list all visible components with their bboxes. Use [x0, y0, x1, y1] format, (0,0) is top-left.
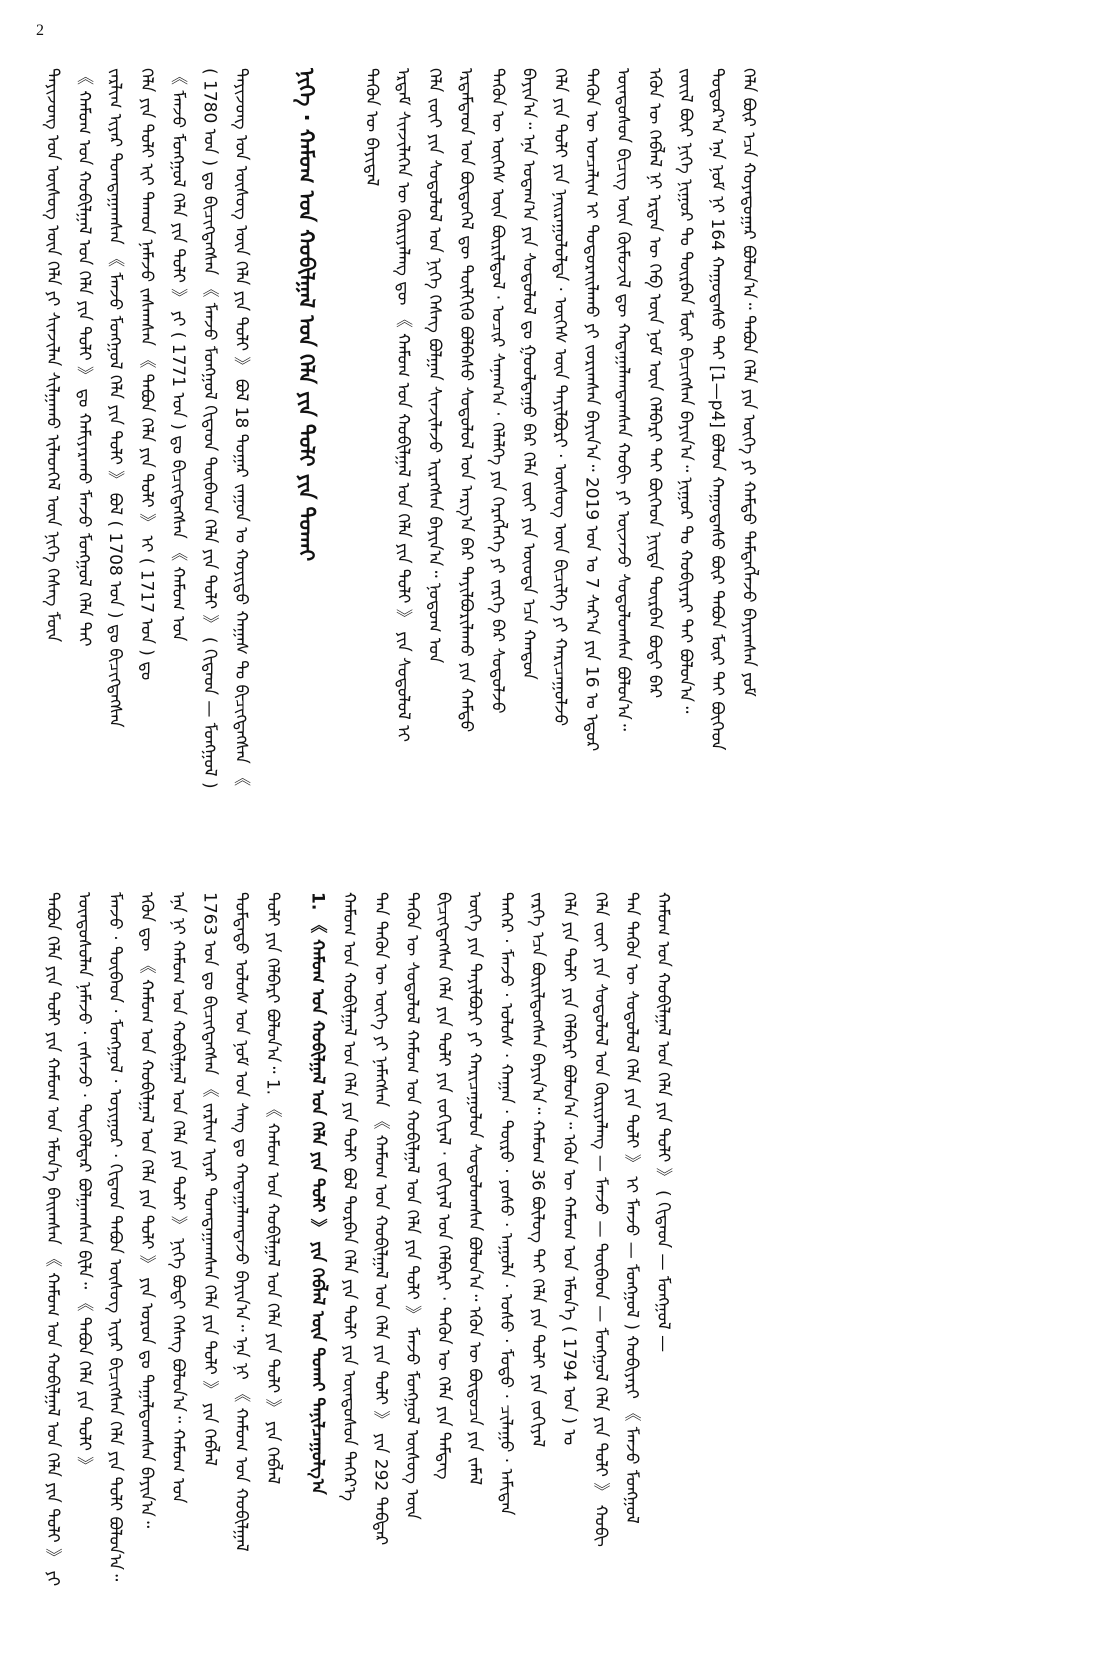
- text-line: ᠬᠡᠯᠡ ᠵᠦᠢ ᠶᠢᠨ ᠰᠤᠳᠤᠯᠤᠯ ᠤᠨ ᠬᠦᠷᠢᠶᠡᠯᠡᠩ — ᠮᠠᠨᠵᠤ — ᠲᠦᠪᠡᠳ — ᠮᠣᠩᠭᠣᠯ ᠬᠡᠯᠡ ᠶᠢᠨ ᠲᠣᠯᠢ 》 ᠬᠤᠪᠢ: [590, 892, 611, 1547]
- text-line: ᠬᠡᠯᠡ ᠶᠢᠨ ᠲᠣᠯᠢ ᠶᠢᠨ ᠨᠠᠢᠷᠠᠭᠤᠯᠤᠯᠲᠠ · ᠦᠭᠡᠰ ᠦᠨ ᠲᠠᠶᠢᠯᠪᠤᠷᠢ · ᠦᠰᠦᠭ ᠦᠨ ᠪᠢᠴᠢᠯᠭᠡ ᠶᠢ ᠬᠠᠷᠢᠴᠠᠭᠤᠯᠵᠤ: [550, 68, 571, 727]
- text-line: ᠳᠣᠲᠣᠷ᠎ᠠ ᠡᠨᠡ ᠨᠣᠮ ᠨᠢ 164 ᠬᠠᠭᠤᠳᠠᠰᠤ ᠲᠠᠢ [1—p4] ᠪᠣᠯᠤᠨ ᠬᠠᠭᠤᠳᠠᠰᠤ ᠪᠦᠷ ᠲᠠᠪᠤᠨ ᠮᠥᠷ ᠲᠠᠢ ᠪᠥᠭᠡᠳ: [707, 68, 728, 751]
- text-line: ᠬᠠᠮᠤᠭ ᠤᠨ ᠬᠤᠪᠢᠯᠭᠠᠯ ᠤᠨ ᠬᠡᠯᠡ ᠶᠢᠨ ᠲᠣᠯᠢ 》 ( ᠬᠢᠲᠠᠳ — ᠮᠣᠩᠭᠣᠯ —: [653, 892, 674, 1353]
- text-line: ( 1780 ᠣᠨ ) ᠳᠤ ᠪᠢᠴᠢᠭᠳᠡᠭᠰᠡᠨ 《 ᠮᠠᠨᠵᠤ ᠮᠣᠩᠭᠣᠯ ᠬᠢᠲᠠᠳ ᠲᠦᠪᠡᠳ ᠬᠡᠯᠡ ᠶᠢᠨ ᠲᠣᠯᠢ 》 ( ᠬᠢᠲᠠᠳ — ᠮᠣᠩᠭᠣᠯ ): [199, 68, 220, 789]
- text-line: ᠲᠡᠨ ᠲᠡᠭᠦᠨ ᠦ ᠰᠤᠳᠤᠯᠤᠯ ᠬᠡᠯᠡ ᠶᠢᠨ ᠲᠣᠯᠢ 》 ᠢ ᠮᠠᠨᠵᠤ — ᠮᠣᠩᠭᠣᠯ ) ᠬᠤᠪᠢᠶᠠᠷᠢ 《 ᠮᠠᠨᠵᠤ ᠮᠣᠩᠭᠣᠯ: [621, 892, 642, 1524]
- text-line: ᠡᠷᠳᠡᠮ ᠰᠢᠨᠵᠢᠯᠡᠭᠡᠨ ᠦ ᠬᠦᠷᠢᠶᠡᠯᠡᠩ ᠳᠦ 《 ᠬᠠᠮᠤᠭ ᠤᠨ ᠬᠤᠪᠢᠯᠭᠠᠯ ᠤᠨ ᠬᠡᠯᠡ ᠶᠢᠨ ᠲᠣᠯᠢ 》 ᠶᠢᠨ ᠰᠤᠳᠤᠯᠤᠯ ᠢ: [393, 68, 414, 743]
- text-line: ᠳᠤᠮᠳᠠᠳᠤ ᠤᠯᠤᠰ ᠤᠨ ᠨᠣᠮ ᠤᠨ ᠰᠠᠩ ᠳᠤ ᠬᠠᠳᠠᠭᠠᠯᠠᠭᠳᠠᠵᠤ ᠪᠠᠶᠢᠨ᠎ᠠ᠃ ᠡᠨᠡ ᠨᠢ 《 ᠬᠠᠮᠤᠭ ᠤᠨ ᠬᠤᠪᠢᠯᠭᠠᠯ: [230, 892, 251, 1552]
- text-line: ᠲᠠᠶᠢᠵᠤᠩ ᠤᠨ ᠦᠰᠦᠭ ᠦᠨ ᠬᠡᠯᠡ ᠶᠢ ᠰᠢᠨᠵᠢᠯᠡᠨ ᠰᠢᠯᠭᠠᠬᠤ ᠢᠯᠡᠳᠬᠡᠯ ᠦᠨ ᠨᠢᠭᠡ ᠬᠡᠰᠡᠭ ᠮᠥᠨ: [42, 68, 63, 643]
- text-line: ᠦᠭᠡ ᠶᠢᠨ ᠲᠠᠶᠢᠯᠪᠤᠷᠢ ᠶᠢ ᠬᠠᠷᠢᠴᠠᠭᠤᠯᠤᠨ ᠰᠤᠳᠤᠯᠤᠭᠰᠠᠨ ᠪᠣᠯᠤᠨ᠎ᠠ᠃ ᠡᠭᠦᠨ ᠦ ᠪᠦᠲᠦᠴᠡ ᠶᠢᠨ ᠵᠠᠮᠠᠯ: [464, 892, 485, 1486]
- text-line: ᠲᠣᠯᠢ ᠶᠢᠨ ᠬᠡᠯᠪᠡᠷᠢ ᠪᠣᠯᠤᠨ᠎ᠠ᠃ 1. 《 ᠬᠠᠮᠤᠭ ᠤᠨ ᠬᠤᠪᠢᠯᠭᠠᠯ ᠤᠨ ᠬᠡᠯᠡ ᠶᠢᠨ ᠲᠣᠯᠢ 》 ᠶᠢᠨ ᠬᠡᠪᠯᠡᠯ: [262, 892, 283, 1485]
- top-text-block: [36, 68, 1096, 793]
- text-line: ᠲᠡᠭᠦᠨ ᠦ ᠪᠠᠶᠢᠳᠠᠯ: [361, 68, 382, 187]
- text-line: ᠲᠡᠭᠦᠨ ᠦ ᠰᠤᠳᠤᠯᠤᠯ ᠬᠠᠮᠤᠭ ᠤᠨ ᠬᠤᠪᠢᠯᠭᠠᠯ ᠤᠨ ᠬᠡᠯᠡ ᠶᠢᠨ ᠲᠣᠯᠢ 》 ᠮᠠᠨᠵᠤ ᠮᠣᠩᠭᠣᠯ ᠦᠰᠦᠭ ᠦᠨ: [401, 892, 422, 1520]
- text-line: ᠲᠡᠨ ᠲᠡᠭᠦᠨ ᠦ ᠦᠭᠡ ᠶᠢ ᠨᠡᠮᠡᠭᠰᠡᠨ 《 ᠬᠠᠮᠤᠭ ᠤᠨ ᠬᠤᠪᠢᠯᠭᠠᠯ ᠤᠨ ᠬᠡᠯᠡ ᠶᠢᠨ ᠲᠣᠯᠢ 》 ᠶᠢᠨ 292 ᠳᠡᠪᠲᠡᠷ: [370, 892, 391, 1546]
- text-line: ᠵᠡᠷᠭᠡ ᠡᠴᠡ ᠪᠦᠷᠢᠯᠳᠦᠭᠰᠡᠨ ᠪᠠᠶᠢᠨ᠎ᠠ᠃ ᠬᠠᠮᠤᠭ 36 ᠪᠦᠯᠦᠭ ᠲᠡᠢ ᠬᠡᠯᠡ ᠶᠢᠨ ᠲᠣᠯᠢ ᠶᠢᠨ ᠵᠣᠬᠢᠶᠠᠯ: [527, 892, 548, 1448]
- text-line: ᠪᠢᠴᠢᠭᠳᠡᠭᠰᠡᠨ ᠬᠡᠯᠡ ᠶᠢᠨ ᠲᠣᠯᠢ ᠶᠢᠨ ᠵᠣᠬᠢᠶᠠᠯ · ᠵᠣᠬᠢᠶᠠᠯ ᠤᠨ ᠬᠡᠯᠪᠡᠷᠢ · ᠲᠡᠭᠦᠨ ᠦ ᠬᠡᠯᠡ ᠶᠢᠨ ᠲᠡᠮᠳᠡᠭ: [433, 892, 454, 1480]
- spacer: [256, 68, 290, 793]
- text-line: ᠬᠠᠮᠤᠭ ᠤᠨ ᠬᠤᠪᠢᠯᠭᠠᠯ ᠤᠨ ᠬᠡᠯᠡ ᠶᠢᠨ ᠲᠣᠯᠢ ᠪᠣᠯ ᠳᠣᠷᠪᠡᠨ ᠬᠡᠯᠡ ᠶᠢᠨ ᠲᠣᠯᠢ ᠶᠢᠨ ᠦᠨᠳᠦᠰᠦᠨ ᠳᠡᠭᠡᠷ᠎ᠡ: [339, 892, 360, 1502]
- text-line: ᠡᠨᠡ ᠨᠢ ᠬᠠᠮᠤᠭ ᠤᠨ ᠬᠤᠪᠢᠯᠭᠠᠯ ᠤᠨ ᠬᠡᠯᠡ ᠶᠢᠨ ᠲᠣᠯᠢ 》 ᠨᠢᠭᠡ ᠪᠣᠳᠢ ᠬᠡᠰᠡᠭ ᠪᠣᠯᠤᠨ᠎ᠠ᠃ ᠬᠠᠮᠤᠭ ᠤᠨ: [168, 892, 189, 1504]
- text-line: ᠮᠠᠨᠵᠤ · ᠲᠦᠪᠡᠳ · ᠮᠣᠩᠭᠣᠯ · ᠤᠶᠢᠭᠤᠷ · ᠬᠢᠲᠠᠳ ᠲᠠᠪᠤᠨ ᠦᠰᠦᠭ ᠢᠶᠡᠷ ᠪᠢᠴᠢᠭᠰᠡᠨ ᠬᠡᠯᠡ ᠶᠢᠨ ᠲᠣᠯᠢ ᠪᠣᠯᠤᠨ᠎ᠠ᠃: [105, 892, 126, 1582]
- text-line: 《 ᠮᠠᠨᠵᠤ ᠮᠣᠩᠭᠣᠯ ᠬᠡᠯᠡ ᠶᠢᠨ ᠲᠣᠯᠢ 》 ᠶᠢ ( 1771 ᠣᠨ ) ᠳᠤ ᠪᠢᠴᠢᠭᠳᠡᠭᠰᠡᠨ 《 ᠬᠠᠮᠤᠭ ᠤᠨ: [168, 68, 189, 642]
- text-line: ᠲᠠᠪᠤᠨ ᠬᠡᠯᠡ ᠶᠢᠨ ᠲᠣᠯᠢ ᠶᠢᠨ ᠬᠠᠮᠤᠭ ᠤᠨ ᠡᠮᠦᠨ᠎ᠡ ᠪᠠᠢᠭᠰᠠᠨ 《 ᠬᠠᠮᠤᠭ ᠤᠨ ᠬᠤᠪᠢᠯᠭᠠᠯ ᠤᠨ ᠬᠡᠯᠡ ᠶᠢᠨ ᠲᠣᠯᠢ 》 ᠶᠢ: [42, 892, 63, 1587]
- text-line: ᠡᠭᠦᠨ ᠦ ᠬᠡᠪᠯᠡᠯ ᠨᠢ ᠡᠷᠲᠡᠨ ᠦ ᠬᠡᠪ ᠦᠨ ᠨᠣᠮ ᠦᠨ ᠬᠡᠯᠪᠡᠷᠢ ᠲᠡᠢ ᠪᠥᠭᠡᠳ ᠨᠢᠢᠲᠡ ᠳᠦᠷᠪᠡᠨ ᠪᠣᠳᠢ ᠪᠠᠷ: [644, 68, 665, 699]
- spacer: [321, 68, 355, 793]
- text-line: ᠲᠡᠨᠭᠡᠷ · ᠮᠠᠨᠵᠤ · ᠤᠯᠤᠰ · ᠬᠠᠭᠠᠨ · ᠲᠦᠷᠦ · ᠶᠣᠰᠣ · ᠠᠭᠤᠯᠠ · ᠤᠰᠤ · ᠮᠣᠳᠣ · ᠴᠢᠯᠠᠭᠤ · ᠠᠮᠢᠲᠠᠨ: [496, 892, 517, 1516]
- text-line: ᠪᠠᠶᠢᠨ᠎ᠠ᠃ ᠡᠨᠡ ᠤᠳᠠᠭ᠎ᠠ ᠶᠢᠨ ᠰᠤᠳᠤᠯᠤᠯ ᠳᠤ ᠭᠤᠤᠯᠳᠠᠭᠤ ᠪᠡᠷ ᠬᠡᠯᠡ ᠵᠦᠢ ᠶᠢᠨ ᠦᠦᠳᠡ ᠡᠴᠡ ᠬᠠᠨᠳᠤᠨ: [518, 68, 539, 680]
- section-title: ᠨᠢᠭᠡ · ᠬᠠᠮᠤᠭ ᠤᠨ ᠬᠤᠪᠢᠯᠭᠠᠯ ᠤᠨ ᠬᠡᠯᠡ ᠶᠢᠨ ᠲᠣᠯᠢ ᠶᠢᠨ ᠲᠤᠬᠠᠢ: [294, 68, 319, 562]
- text-line: ᠲᠡᠭᠦᠨ ᠦ ᠦᠭᠡᠰ ᠦᠨ ᠪᠦᠷᠢᠯᠳᠦᠯ · ᠤᠴᠢᠷ ᠰᠠᠨᠠᠭ᠎ᠠ · ᠬᠡᠯᠡᠯᠭᠡ ᠶᠢᠨ ᠬᠡᠷᠡᠭᠯᠡᠭᠡ ᠶᠢ ᠵᠡᠷᠭᠡ ᠪᠡᠷ ᠰᠤᠳᠤᠯᠵᠤ: [487, 68, 508, 714]
- text-line: ᠵᠦᠢᠯ ᠪᠦᠷ ᠨᠢᠭᠡ ᠨᠢᠭᠤᠷ ᠲᠤ ᠳᠥᠷᠪᠡᠨ ᠮᠥᠷ ᠪᠢᠴᠢᠭᠰᠡᠨ ᠪᠠᠶᠢᠨ᠎ᠠ᠃ ᠨᠢᠭᠤᠷ ᠲᠤ ᠬᠤᠪᠢᠶᠠᠷᠢ ᠲᠠᠢ ᠪᠣᠯᠤᠨ᠎ᠠ᠃: [675, 68, 696, 714]
- text-line: ᠬᠡᠯᠡ ᠵᠦᠢ ᠶᠢᠨ ᠰᠤᠳᠤᠯᠤᠯ ᠤᠨ ᠨᠢᠭᠡ ᠬᠡᠰᠡᠭ ᠪᠣᠯᠭᠠᠨ ᠰᠢᠨᠵᠢᠯᠡᠵᠦ ᠢᠷᠡᠭᠰᠡᠨ ᠪᠠᠶᠢᠨ᠎ᠠ᠃ ᠨᠤᠲᠤᠭ ᠤᠨ: [424, 68, 445, 664]
- text-line: ᠦᠨᠳᠦᠰᠦᠨ ᠪᠢᠴᠢᠭ ᠦᠨ ᠬᠦᠮᠦᠵᠢᠯ ᠳᠦ ᠬᠠᠳᠠᠭᠠᠯᠠᠭᠳᠠᠭᠰᠠᠨ ᠬᠤᠪᠢ ᠶᠢ ᠦᠵᠡᠵᠦ ᠰᠤᠳᠤᠯᠤᠭᠰᠠᠨ ᠪᠣᠯᠤᠨ᠎ᠠ᠃: [612, 68, 633, 731]
- text-line: ᠬᠡᠯᠡ ᠶᠢᠨ ᠲᠣᠯᠢ ᠢᠢ ᠳᠠᠬᠤᠨ ᠨᠡᠮᠡᠵᠦ ᠵᠠᠰᠠᠭᠰᠠᠨ 《 ᠲᠠᠪᠤᠨ ᠬᠡᠯᠡ ᠶᠢᠨ ᠲᠣᠯᠢ 》 ᠢ ( 1717 ᠣᠨ ) ᠳᠤ: [136, 68, 157, 681]
- bottom-text-block: [36, 892, 1096, 1674]
- text-line: 《 ᠬᠠᠮᠤᠭ ᠤᠨ ᠬᠤᠪᠢᠯᠭᠠᠯ ᠤᠨ ᠬᠡᠯᠡ ᠶᠢᠨ ᠲᠣᠯᠢ 》 ᠳᠤ ᠬᠠᠮᠢᠶᠠᠷᠠᠬᠤ ᠮᠠᠨᠵᠤ ᠮᠣᠩᠭᠣᠯ ᠬᠡᠯᠡ ᠲᠡᠢ: [73, 68, 94, 647]
- text-line: ᠡᠷᠳᠡᠮᠲᠡᠳ ᠤᠨ ᠪᠦᠲᠦᠭᠡᠯ ᠳᠦ ᠲᠦᠯᠬᠢᠬᠦ ᠪᠣᠯᠪᠠᠰᠤ ᠰᠤᠳᠤᠯᠤᠯ ᠤᠨ ᠠᠷᠭ᠎ᠠ ᠪᠠᠷ ᠲᠠᠶᠢᠯᠪᠤᠷᠢᠯᠠᠬᠤ ᠶᠢᠨ ᠬᠠᠮᠲᠤ: [455, 68, 476, 733]
- text-line: ᠵᠠᠷᠯᠢᠭ ᠢᠶᠠᠷ ᠲᠣᠭᠲᠠᠭᠠᠭᠰᠠᠨ 《 ᠮᠠᠨᠵᠤ ᠮᠣᠩᠭᠣᠯ ᠬᠡᠯᠡ ᠶᠢᠨ ᠲᠣᠯᠢ 》 ᠪᠣᠯ ( 1708 ᠣᠨ ) ᠳᠤ ᠪᠢᠴᠢᠭᠳᠡᠭᠰᠡᠨ: [105, 68, 126, 728]
- text-line: 1763 ᠣᠨ ᠳᠤ ᠪᠢᠴᠢᠭᠳᠡᠭᠰᠡᠨ 《 ᠵᠠᠷᠯᠢᠭ ᠢᠶᠠᠷ ᠲᠣᠭᠲᠠᠭᠠᠭᠰᠠᠨ ᠬᠡᠯᠡ ᠶᠢᠨ ᠲᠣᠯᠢ 》 ᠶᠢᠨ ᠬᠡᠪᠯᠡᠯ: [199, 892, 220, 1466]
- text-line: ᠬᠡᠯᠡ ᠪᠦᠷ ᠡᠴᠡ ᠬᠣᠶᠠᠳᠤᠭᠠᠷ ᠪᠣᠯᠤᠨ᠎ᠠ᠃ ᠲᠠᠪᠤᠨ ᠬᠡᠯᠡ ᠶᠢᠨ ᠦᠭᠡ ᠶᠢ ᠬᠠᠮᠲᠤ ᠲᠡᠮᠳᠡᠭᠯᠡᠵᠦ ᠪᠠᠶᠢᠭᠰᠠᠨ ᠶᠤᠮ: [738, 68, 759, 697]
- subsection-heading: 1. 《 ᠬᠠᠮᠤᠭ ᠤᠨ ᠬᠤᠪᠢᠯᠭᠠᠯ ᠤᠨ ᠬᠡᠯᠡ ᠶᠢᠨ ᠲᠣᠯᠢ 》 ᠶᠢᠨ ᠬᠡᠪᠯᠡᠯ ᠦᠨ ᠲᠤᠬᠠᠢ ᠲᠠᠨᠢᠯᠴᠠᠭᠤᠯᠭ᠎ᠠ: [307, 892, 328, 1495]
- text-line: ᠲᠠᠶᠢᠵᠤᠩ ᠤᠨ ᠦᠰᠦᠭ ᠦᠨ ᠬᠡᠯᠡ ᠶᠢᠨ ᠲᠣᠯᠢ 》 ᠪᠣᠯ 18 ᠳᠤᠭᠠᠷ ᠵᠠᠭᠤᠨ ᠤ ᠬᠣᠶᠢᠳᠤ ᠬᠠᠭᠠᠰ ᠲᠤ ᠪᠢᠴᠢᠭᠳᠡᠭᠰᠡᠨ 《: [230, 68, 251, 787]
- spacer: [287, 892, 301, 1674]
- text-line: ᠦᠨᠳᠦᠰᠦᠯᠡᠨ ᠨᠡᠮᠡᠵᠦ · ᠵᠠᠰᠠᠵᠤ · ᠲᠥᠭᠦᠯᠳᠡᠷ ᠪᠣᠯᠭᠠᠭᠰᠠᠨ ᠪᠢᠯᠡ᠃ 《 ᠲᠠᠪᠤᠨ ᠬᠡᠯᠡ ᠶᠢᠨ ᠲᠣᠯᠢ 》: [73, 892, 94, 1474]
- text-line: ᠡᠭᠦᠨ ᠳᠦ 《 ᠬᠠᠮᠤᠭ ᠤᠨ ᠬᠤᠪᠢᠯᠭᠠᠯ ᠤᠨ ᠬᠡᠯᠡ ᠶᠢᠨ ᠲᠣᠯᠢ 》 ᠶᠢᠨ ᠣᠷᠤᠨ ᠳᠤ ᠳᠠᠭᠠᠯᠳᠤᠭᠰᠠᠨ ᠪᠠᠶᠢᠨ᠎ᠠ᠃: [136, 892, 157, 1529]
- page-number: 2: [36, 22, 44, 39]
- text-line: ᠲᠡᠭᠦᠨ ᠦ ᠤᠨᠴᠠᠯᠢᠭ ᠢ ᠲᠣᠳᠣᠷᠠᠢᠯᠠᠬᠤ ᠶᠢ ᠵᠣᠷᠢᠭᠰᠠᠨ ᠪᠠᠶᠢᠨ᠎ᠠ᠃ 2019 ᠣᠨ ᠤ 7 ᠰᠠᠷ᠎ᠠ ᠶᠢᠨ 16 ᠤ ᠡᠳᠦᠷ: [581, 68, 602, 752]
- text-line: ᠬᠡᠯᠡ ᠶᠢᠨ ᠲᠣᠯᠢ ᠶᠢᠨ ᠬᠡᠯᠪᠡᠷᠢ ᠪᠣᠯᠤᠨ᠎ᠠ᠃ ᠡᠭᠦᠨ ᠦ ᠬᠠᠮᠤᠭ ᠤᠨ ᠡᠮᠦᠨ᠎ᠡ ( 1794 ᠣᠨ ) ᠤ: [558, 892, 579, 1446]
